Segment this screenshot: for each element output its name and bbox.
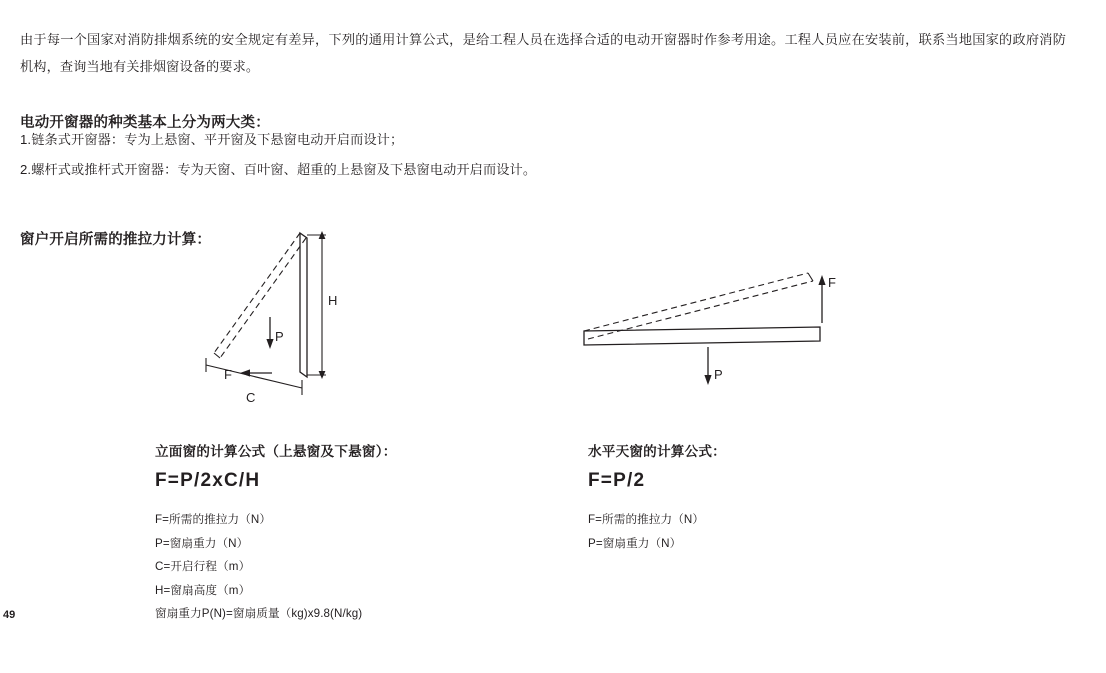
formula-title: 立面窗的计算公式（上悬窗及下悬窗）： [155,444,397,459]
diagram-horizontal-skylight [570,255,870,405]
label-p: P [714,367,723,382]
section-heading-types: 电动开窗器的种类基本上分为两大类： [20,115,270,132]
formula-horizontal-skylight [588,440,928,555]
formula-definition: F=所需的推拉力（N） [155,513,272,526]
intro-paragraph: 由于每一个国家对消防排烟系统的安全规定有差异，下列的通用计算公式，是给工程人员在选择合适的电动开窗器时作参考用途。工程人员应在安装前，联系当地国家的政府消防机构，查询当地有关排烟窗设备的要求。 [20,32,1066,75]
formula-title: 水平天窗的计算公式： [588,444,726,459]
diagram-vertical-window [190,225,390,415]
formula-vertical-window [155,440,535,626]
page-number: 49 [3,609,16,621]
formula-expression: F=P/2xC/H [155,470,261,491]
list-item: 2.螺杆式或推杆式开窗器：专为天窗、百叶窗、超重的上悬窗及下悬窗电动开启而设计。 [20,162,537,177]
label-c: C [246,390,256,405]
formula-definition: F=所需的推拉力（N） [588,513,705,526]
formula-definition: C=开启行程（m） [155,560,251,573]
section-heading-calculation: 窗户开启所需的推拉力计算： [20,232,212,249]
label-h: H [328,293,338,308]
label-p: P [275,329,284,344]
formula-definition: P=窗扇重力（N） [588,536,682,550]
label-f: F [224,367,232,382]
list-item: 1.链条式开窗器：专为上悬窗、平开窗及下悬窗电动开启而设计； [20,132,404,147]
formula-definition: P=窗扇重力（N） [155,536,249,550]
formula-expression: F=P/2 [588,470,646,491]
formula-definition: 窗扇重力P(N)=窗扇质量（kg)x9.8(N/kg) [155,607,363,620]
label-f: F [828,275,836,290]
formula-definition: H=窗扇高度（m） [155,583,251,597]
